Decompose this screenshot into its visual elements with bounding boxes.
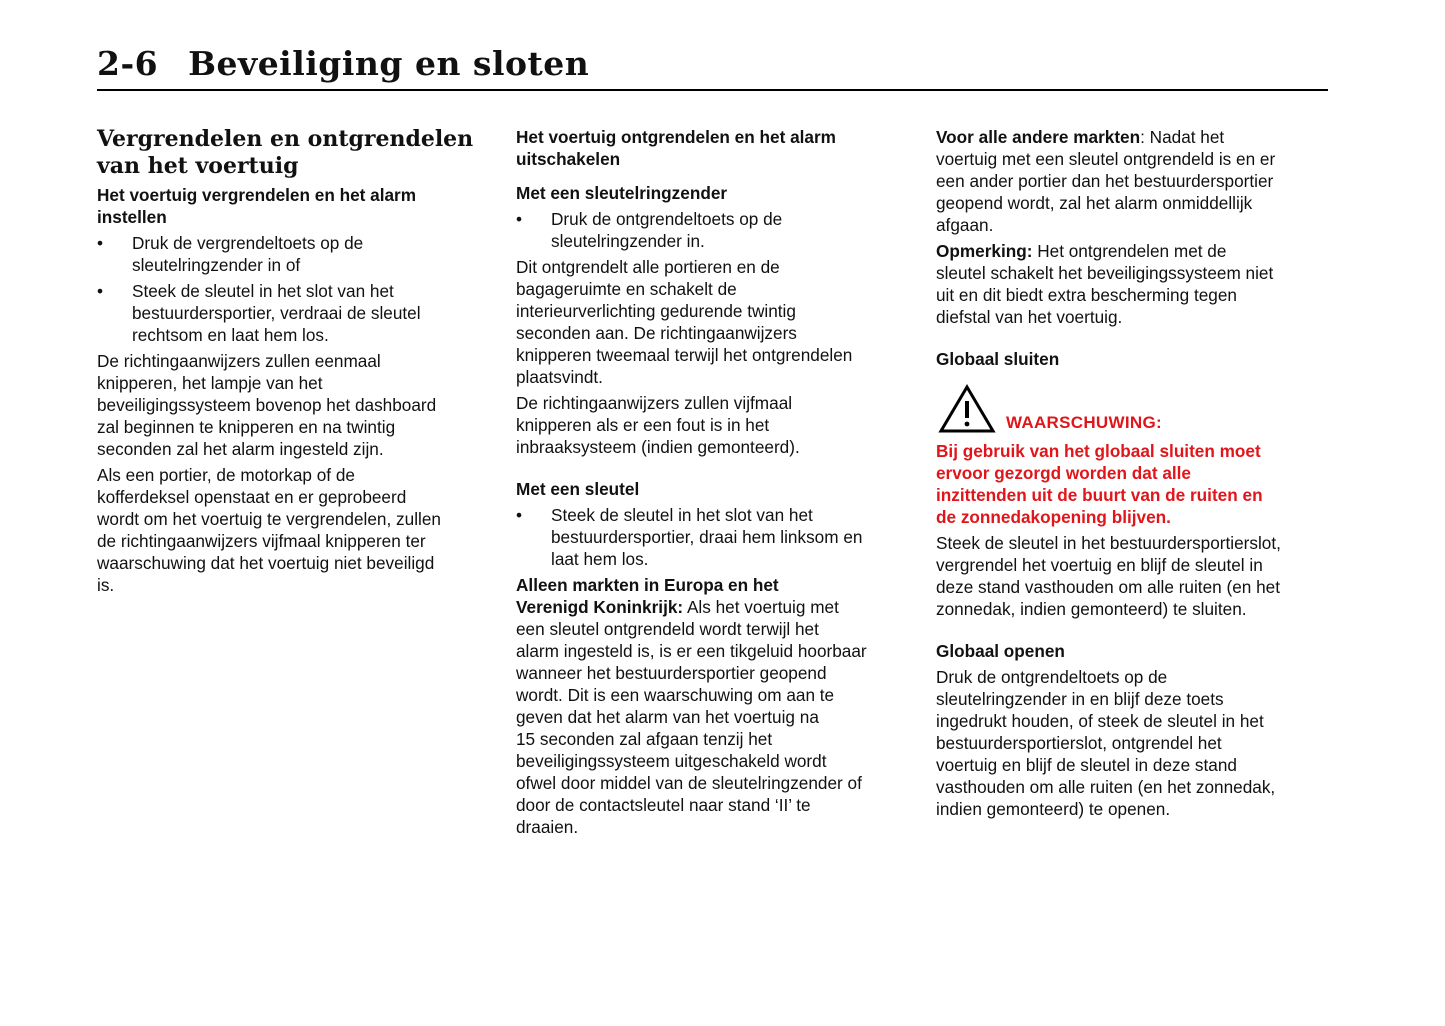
section-heading: Vergrendelen en ontgrendelen van het voertuig	[97, 126, 474, 179]
subheading-lock: Het voertuig vergrendelen en het alarm instellen	[97, 185, 417, 227]
list-item: • Druk de ontgrendeltoets op de sleutelringzender in.	[516, 209, 783, 251]
bullet-icon: •	[97, 233, 104, 253]
note: Opmerking: Het ontgrendelen met de sleutel schakelt het beveiligingssysteem niet uit en dit biedt extra bescherming tegen diefstal van het voertuig.	[936, 241, 1274, 327]
column-3	[936, 126, 1331, 824]
bullet-icon: •	[97, 281, 104, 301]
list-item: • Steek de sleutel in het slot van het bestuurdersportier, verdraai de sleutel rechtsom en laat hem los.	[97, 281, 421, 345]
paragraph: Dit ontgrendelt alle portieren en de bagageruimte en schakelt de interieurverlichting gedurende twintig seconden aan. De richtingaanwijzers knipperen tweemaal terwijl het ontgrendelen plaatsvindt.	[516, 257, 853, 387]
section-title: Beveiliging en sloten	[188, 44, 590, 83]
warning-header	[938, 384, 1331, 434]
warning-text: Bij gebruik van het globaal sluiten moet ervoor gezorgd worden dat alle inzittenden uit de buurt van de ruiten en de zonnedakopening blijven.	[936, 441, 1263, 527]
column-1	[97, 126, 492, 600]
paragraph: De richtingaanwijzers zullen vijfmaal knipperen als er een fout is in het inbraaksysteem (indien gemonteerd).	[516, 393, 800, 457]
header-rule	[97, 89, 1328, 91]
bullet-icon: •	[516, 209, 523, 229]
paragraph: Als een portier, de motorkap of de kofferdeksel openstaat en er geprobeerd wordt om het voertuig te vergrendelen, zullen de richtingaanwijzers vijfmaal knipperen ter waarschuwing dat het voertuig niet beveiligd is.	[97, 465, 441, 595]
subheading-key: Met een sleutel	[516, 479, 640, 499]
paragraph: De richtingaanwijzers zullen eenmaal knipperen, het lampje van het beveiligingssysteem bovenop het dashboard zal beginnen te knipperen en na twintig seconden zal het alarm ingesteld zijn.	[97, 351, 437, 459]
bullet-icon: •	[516, 505, 523, 525]
paragraph: Voor alle andere markten: Nadat het voertuig met een sleutel ontgrendeld is en er een ander portier dan het bestuurdersportier geopend wordt, zal het alarm onmiddellijk afgaan.	[936, 127, 1276, 235]
section-number: 2-6	[97, 44, 159, 83]
warning-label: WAARSCHUWING:	[1006, 413, 1162, 432]
column-2	[516, 126, 911, 842]
warning-triangle-icon	[938, 384, 996, 434]
subheading-global-open: Globaal openen	[936, 641, 1065, 661]
page-title	[97, 44, 589, 83]
list-item: • Druk de vergrendeltoets op de sleutelringzender in of	[97, 233, 364, 275]
paragraph: Steek de sleutel in het bestuurdersportierslot, vergrendel het voertuig en blijf de sleutel in deze stand vasthouden om alle ruiten (en het zonnedak, indien gemonteerd) te sluiten.	[936, 533, 1281, 619]
paragraph: Druk de ontgrendeltoets op de sleutelringzender in en blijf deze toets ingedrukt houden, of steek de sleutel in het bestuurdersportierslot, ontgrendel het voertuig en blijf de sleutel in deze stand vasthouden om alle ruiten (en het zonnedak, indien gemonteerd) te openen.	[936, 667, 1276, 819]
paragraph: Alleen markten in Europa en het Verenigd Koninkrijk: Als het voertuig met een sleutel ontgrendeld wordt terwijl het alarm ingesteld is, is er een tikgeluid hoorbaar wanneer het bestuurdersportier geopend wordt. Dit is een waarschuwing om aan te geven dat het alarm van het voertuig na 15 seconden zal afgaan tenzij het beveiligingssysteem uitgeschakeld wordt ofwel door middel van de sleutelringzender of door de contactsleutel naar stand ‘II’ te draaien.	[516, 575, 867, 837]
subheading-global-close: Globaal sluiten	[936, 349, 1060, 369]
list-item: • Steek de sleutel in het slot van het bestuurdersportier, draai hem linksom en laat hem los.	[516, 505, 863, 569]
subheading-unlock: Het voertuig ontgrendelen en het alarm uitschakelen	[516, 127, 836, 169]
subheading-remote: Met een sleutelringzender	[516, 183, 728, 203]
